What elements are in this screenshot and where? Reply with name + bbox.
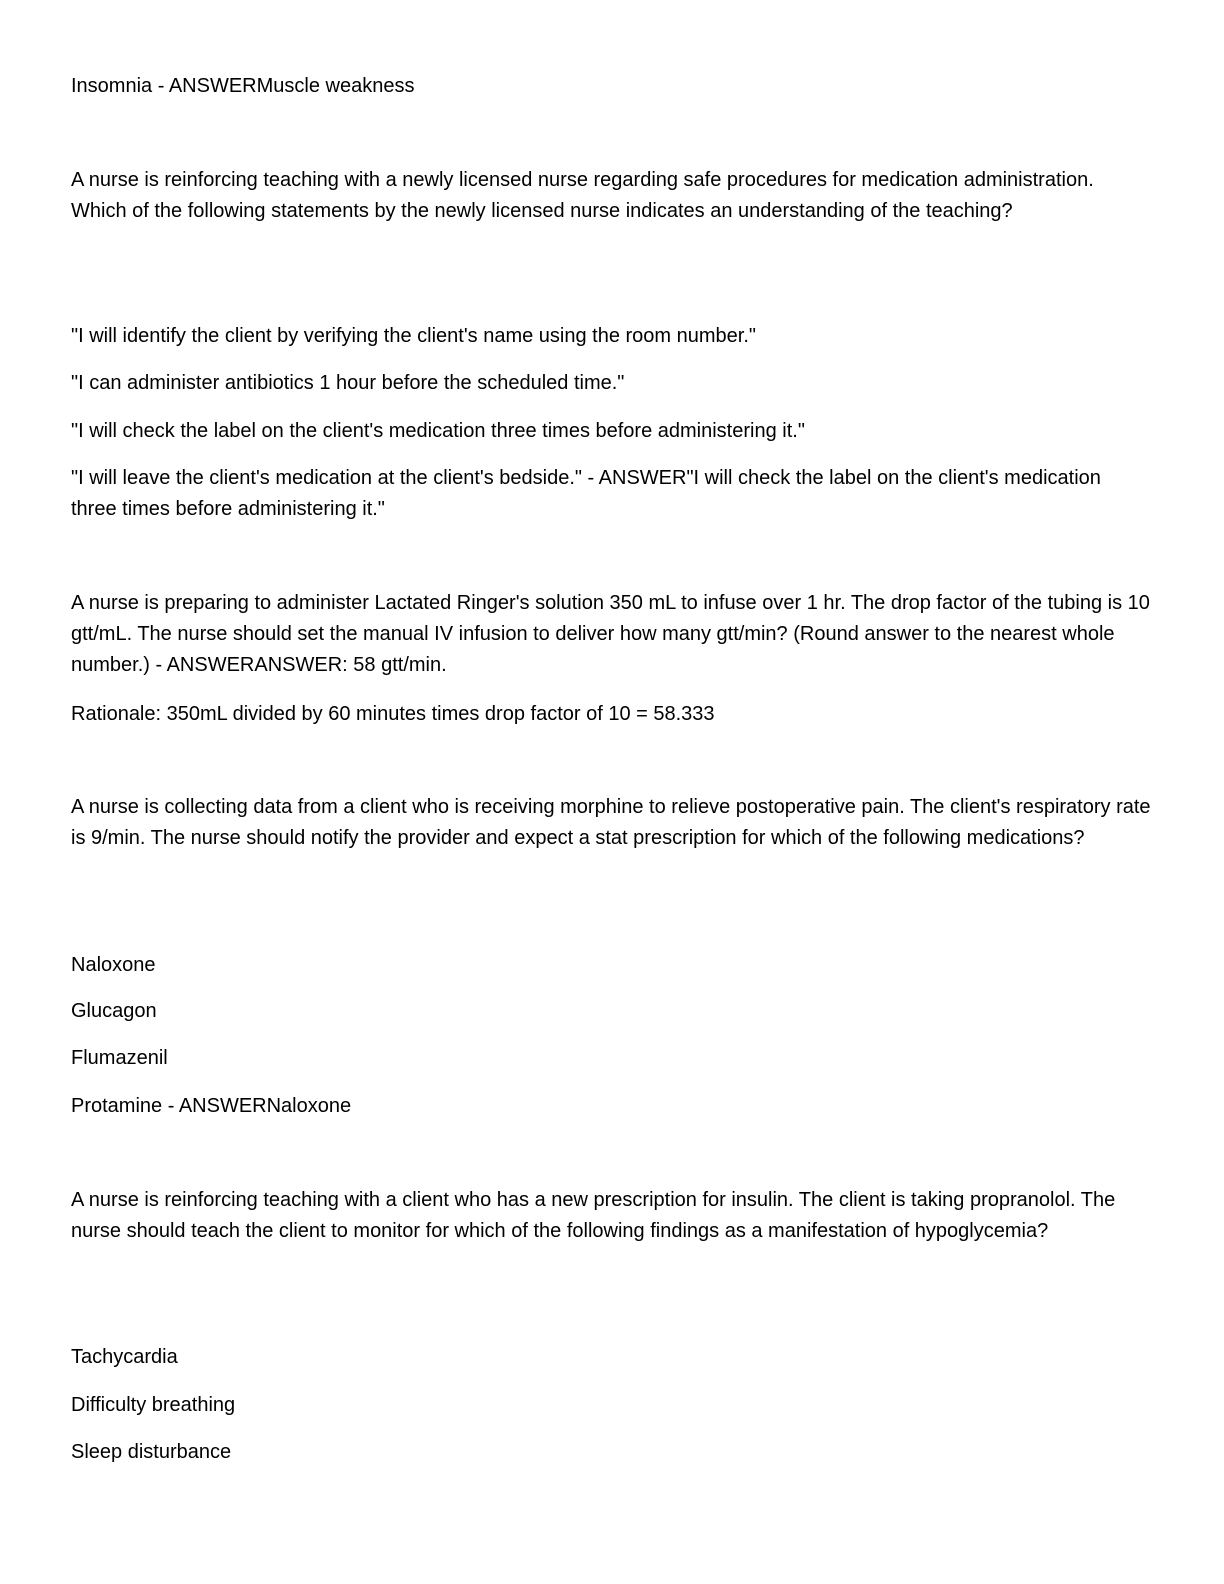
question-1-option-1: "I will identify the client by verifying the client's name using the room number." xyxy=(71,325,757,347)
question-3-option-4-answer: Protamine - ANSWERNaloxone xyxy=(71,1095,352,1117)
question-1-option-4-answer: "I will leave the client's medication at the client's bedside." - ANSWER"I will check the label on the client's medication three times before administering it." xyxy=(71,467,1101,520)
question-3-stem: A nurse is collecting data from a client who is receiving morphine to relieve postoperative pain. The client's respiratory rate is 9/min. The nurse should notify the provider and expect a stat prescription for which of the following medications? xyxy=(71,796,1151,849)
question-4-stem: A nurse is reinforcing teaching with a client who has a new prescription for insulin. The client is taking propranolol. The nurse should teach the client to monitor for which of the following findings as a manifestation of hypoglycemia? xyxy=(71,1189,1116,1242)
question-4-option-2: Difficulty breathing xyxy=(71,1394,236,1416)
question-1-option-3: "I will check the label on the client's medication three times before administering it." xyxy=(71,420,805,442)
answer-line-insomnia: Insomnia - ANSWERMuscle weakness xyxy=(71,75,415,97)
question-1-option-2: "I can administer antibiotics 1 hour before the scheduled time." xyxy=(71,372,625,394)
question-4-option-3: Sleep disturbance xyxy=(71,1441,232,1463)
question-3-option-1: Naloxone xyxy=(71,954,156,976)
question-2-rationale: Rationale: 350mL divided by 60 minutes times drop factor of 10 = 58.333 xyxy=(71,703,715,725)
question-3-option-3: Flumazenil xyxy=(71,1047,168,1069)
question-2-stem-answer: A nurse is preparing to administer Lactated Ringer's solution 350 mL to infuse over 1 hr. The drop factor of the tubing is 10 gtt/mL. The nurse should set the manual IV infusion to deliver how many gtt/min? (Round answer to the nearest whole number.) - ANSWERANSWER: 58 gtt/min. xyxy=(71,592,1150,676)
question-4-option-1: Tachycardia xyxy=(71,1346,178,1368)
question-3-option-2: Glucagon xyxy=(71,1000,157,1022)
question-1-stem: A nurse is reinforcing teaching with a newly licensed nurse regarding safe procedures for medication administration. Which of the following statements by the newly licensed nurse indicates an understanding of the teaching? xyxy=(71,169,1094,222)
